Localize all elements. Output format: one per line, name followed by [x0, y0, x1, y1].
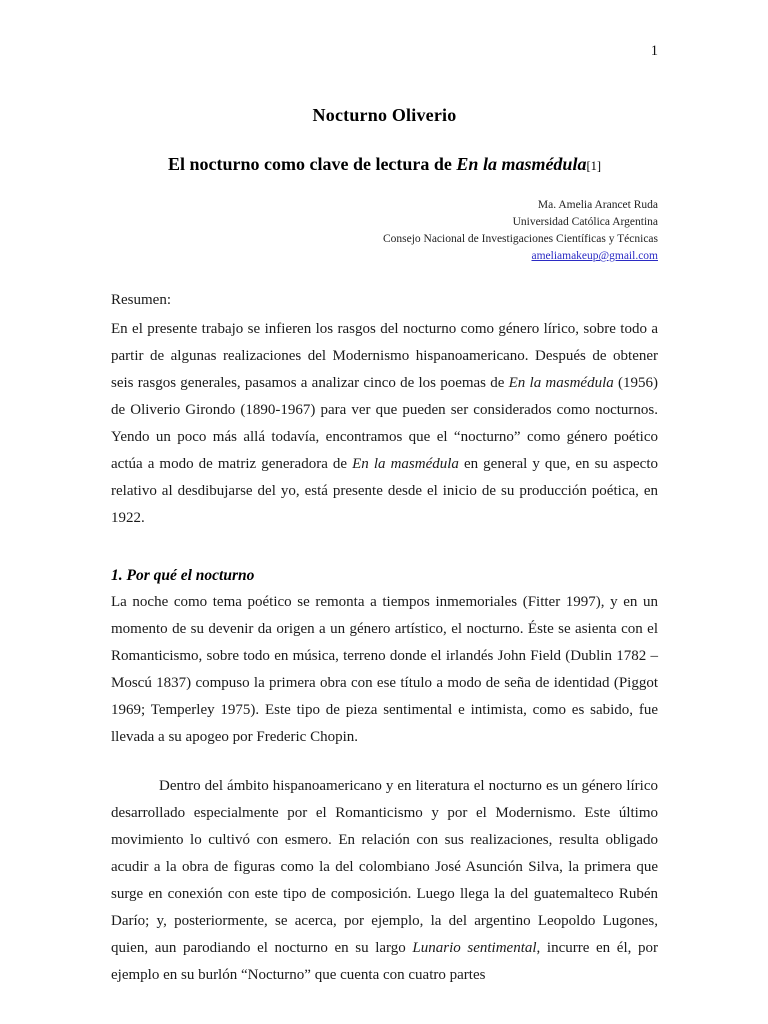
author-name: Ma. Amelia Arancet Ruda	[537, 199, 658, 211]
section-paragraph-1: La noche como tema poético se remonta a tiempos inmemoriales (Fitter 1997), y en un momento de su devenir da origen a un género artístico, el nocturno. Éste se asienta con el Romanticismo, sobre todo en música, terreno donde el irlandés John Field (Dublin 1782 – Moscú 1837) compuso la primera obra con ese título a modo de seña de identidad (Piggot 1969; Temperley 1975). Este tipo de pieza sentimental e intimista, como es sabido, fue llevada a su apogeo por Frederic Chopin.	[111, 594, 658, 746]
author-email-link[interactable]: ameliamakeup@gmail.com	[531, 250, 658, 263]
author-institution: Consejo Nacional de Investigaciones Científicas y Técnicas	[382, 233, 658, 246]
abstract-paragraph	[111, 314, 658, 532]
abstract-part-2: (1956) de Oliverio Girondo (1890-1967) para ver que pueden ser considerados como nocturnos. Yendo un poco más allá todavía, encontramos que el “nocturno” como género poético actúa a modo de matriz generadora de	[111, 375, 658, 473]
abstract-part-3: en general y que, en su aspecto relativo al desdibujarse del yo, está presente desde el inicio de su producción poética, en 1922.	[111, 456, 658, 527]
page-subtitle	[111, 127, 658, 176]
section-heading-1: 1. Por qué el nocturno	[111, 567, 255, 585]
footnote-marker: [1]	[586, 158, 602, 173]
author-affiliation: Universidad Católica Argentina	[512, 216, 658, 229]
section-paragraph-2	[111, 773, 658, 989]
abstract-part-1: En el presente trabajo se infieren los rasgos del nocturno como género lírico, sobre todo a partir de algunas realizaciones del Modernismo hispanoamericano. Después de obtener seis rasgos generales, pasamos a analizar cinco de los poemas de	[111, 321, 658, 392]
spacer-before-section	[111, 532, 658, 562]
abstract-label: Resumen:	[111, 292, 171, 309]
abstract-work-title-2: En la masmédula	[352, 456, 459, 473]
paragraph-2-part-1: Dentro del ámbito hispanoamericano y en literatura el nocturno es un género lírico desarrollado especialmente por el Romanticismo y por el Modernismo. Este último movimiento lo cultivó con esmero. En relación con sus realizaciones, resulta obligado acudir a la obra de figuras como la del colombiano José Asunción Silva, la primera que surge en conexión con este tipo de composición. Luego llega la del guatemalteco Rubén Darío; y, posteriormente, se acerca, por ejemplo, la del argentino Leopoldo Lugones, quien, aun parodiando el nocturno en su largo	[111, 778, 658, 957]
author-block	[111, 175, 658, 265]
document-content	[111, 0, 658, 989]
paragraph-2-work-title: Lunario sentimental	[412, 940, 537, 957]
subtitle-lead: El nocturno como clave de lectura de	[167, 153, 457, 174]
spacer-between-paragraphs	[111, 751, 658, 773]
page-title: Nocturno Oliverio	[312, 105, 457, 125]
page-number: 1	[650, 43, 658, 59]
paragraph-2-part-2: , incurre en él, por ejemplo en su burlón “Nocturno” que cuenta con cuatro partes	[111, 940, 658, 984]
subtitle-work-title: En la masmédula	[456, 153, 587, 174]
abstract-work-title-1: En la masmédula	[508, 375, 614, 392]
